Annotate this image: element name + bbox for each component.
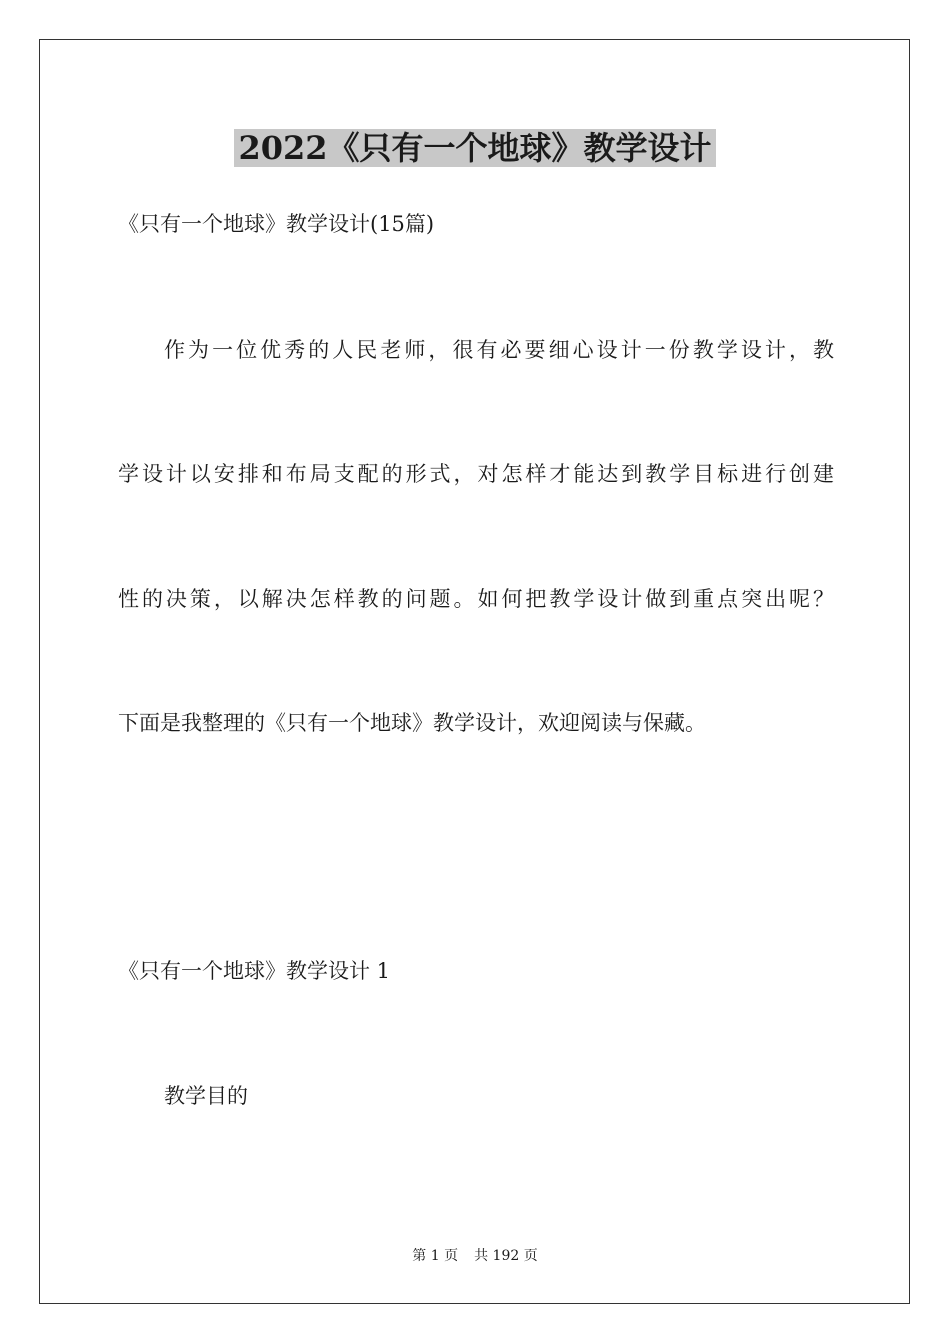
section-subheading: 教学目的	[164, 1084, 248, 1108]
page-footer	[0, 1246, 950, 1266]
intro-paragraph-line: 作为一位优秀的人民老师，很有必要细心设计一份教学设计，教	[164, 338, 834, 362]
document-title-text: 2022《只有一个地球》教学设计	[234, 129, 715, 167]
section-heading: 《只有一个地球》教学设计 1	[118, 959, 391, 983]
page-number: 第 1 页	[412, 1248, 459, 1264]
intro-paragraph-line: 下面是我整理的《只有一个地球》教学设计，欢迎阅读与保藏。	[118, 711, 706, 735]
intro-paragraph-line: 学设计以安排和布局支配的形式，对怎样才能达到教学目标进行创建	[118, 462, 834, 486]
document-title	[0, 126, 950, 170]
intro-paragraph-line: 性的决策，以解决怎样教的问题。如何把教学设计做到重点突出呢？	[118, 587, 834, 611]
document-subtitle: 《只有一个地球》教学设计(15篇)	[118, 212, 435, 236]
page-total: 共 192 页	[474, 1248, 538, 1264]
